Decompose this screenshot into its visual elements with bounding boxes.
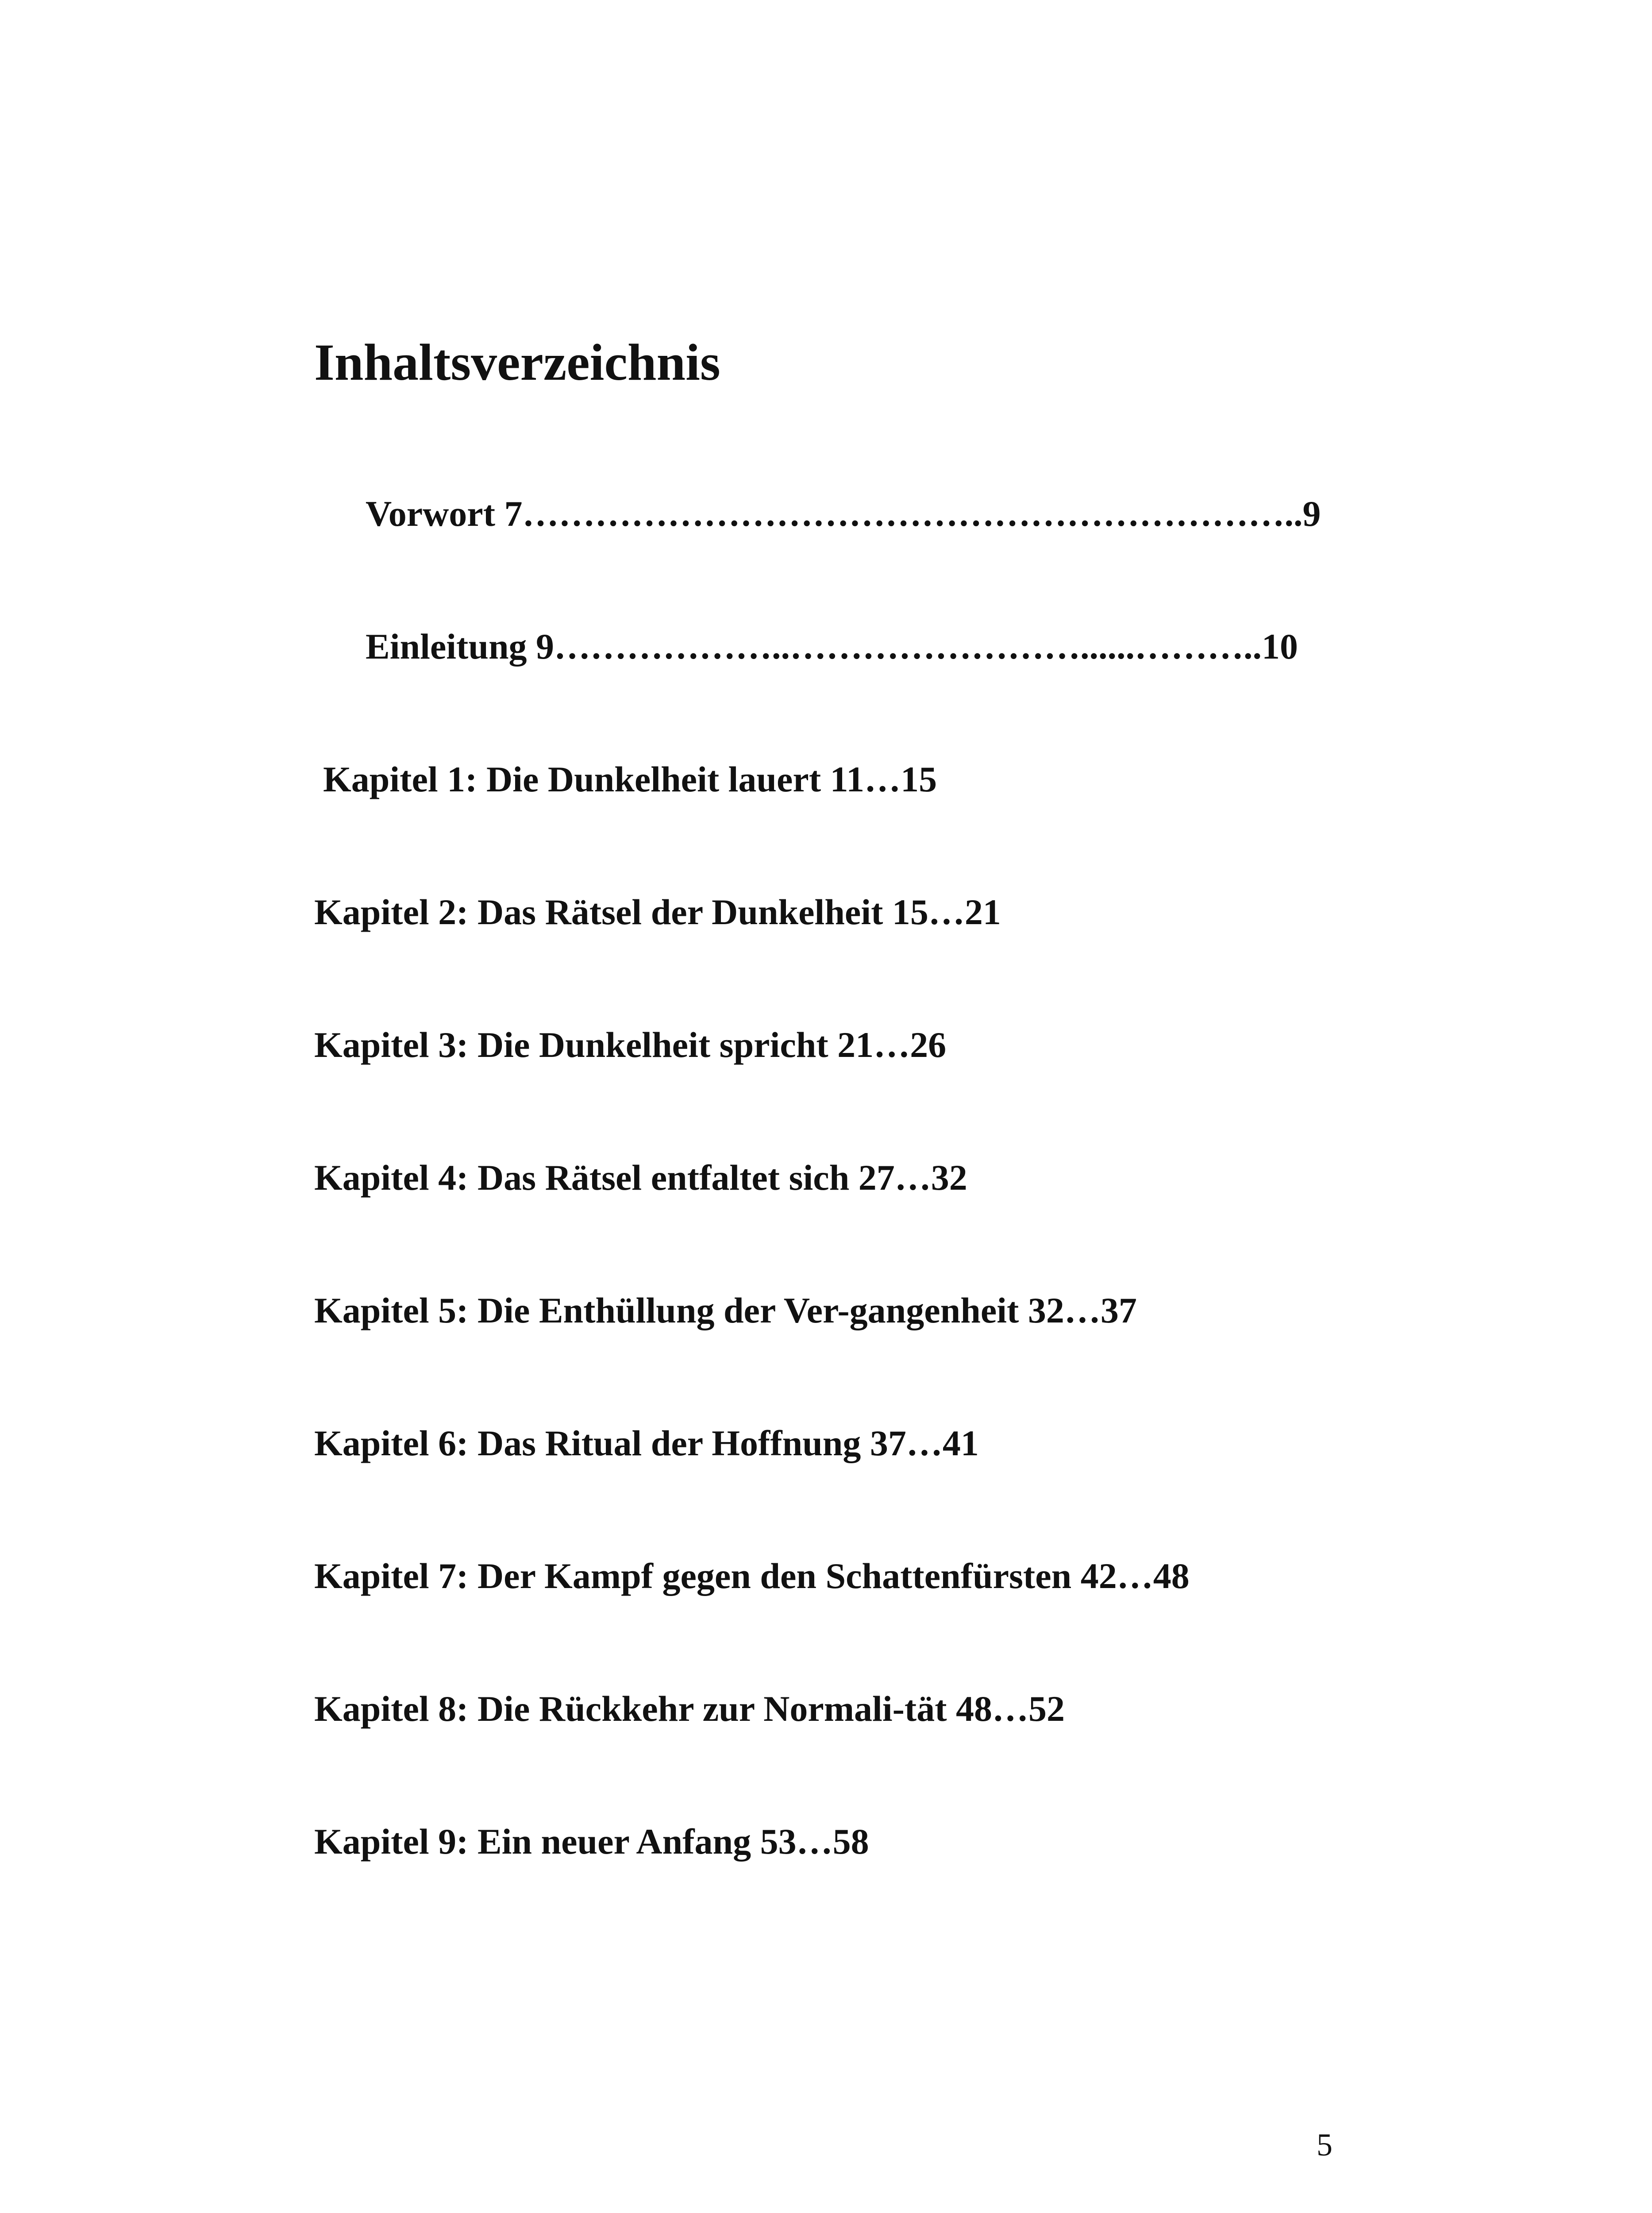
- toc-entry-vorwort: Vorwort 7………………………………………………………..9: [366, 493, 1321, 534]
- toc-entry-kapitel-7: Kapitel 7: Der Kampf gegen den Schattenfürsten 42…48: [314, 1556, 1190, 1596]
- toc-entry-kapitel-8: Kapitel 8: Die Rückkehr zur Normali-tät 48…52: [314, 1689, 1065, 1729]
- page-title: Inhaltsverzeichnis: [314, 333, 720, 391]
- toc-entry-kapitel-4: Kapitel 4: Das Rätsel entfaltet sich 27…32: [314, 1157, 967, 1198]
- toc-entry-kapitel-1: Kapitel 1: Die Dunkelheit lauert 11…15: [323, 759, 937, 799]
- page-number: 5: [1317, 2127, 1332, 2163]
- toc-entry-kapitel-5: Kapitel 5: Die Enthüllung der Ver-gangenheit 32…37: [314, 1290, 1137, 1330]
- toc-entry-kapitel-9: Kapitel 9: Ein neuer Anfang 53…58: [314, 1821, 869, 1862]
- toc-entry-kapitel-3: Kapitel 3: Die Dunkelheit spricht 21…26: [314, 1025, 947, 1065]
- toc-entry-kapitel-6: Kapitel 6: Das Ritual der Hoffnung 37…41: [314, 1423, 979, 1463]
- toc-entry-einleitung: Einleitung 9………………..……………………......………..10: [366, 626, 1298, 667]
- toc-entry-kapitel-2: Kapitel 2: Das Rätsel der Dunkelheit 15…21: [314, 892, 1001, 932]
